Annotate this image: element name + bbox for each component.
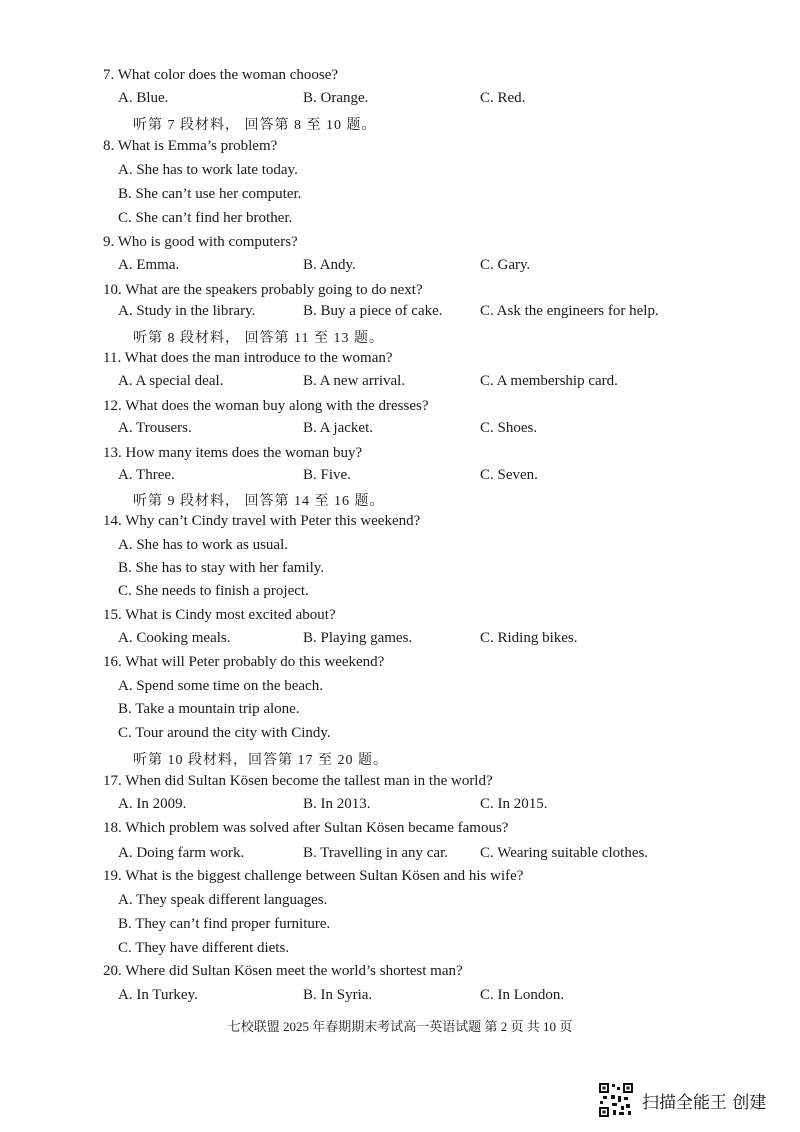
answer-option-a: A. Doing farm work. xyxy=(118,845,245,861)
answer-option-a: A. Blue. xyxy=(118,90,169,106)
answer-option: A. She has to work late today. xyxy=(118,162,298,178)
question-text: 19. What is the biggest challenge between Sultan Kösen and his wife? xyxy=(103,868,524,884)
answer-option: B. She can’t use her computer. xyxy=(118,186,302,202)
qr-code-icon xyxy=(598,1082,634,1118)
section-instruction: 听第 10 段材料，回答第 17 至 20 题。 xyxy=(133,753,388,768)
answer-option-b: B. Andy. xyxy=(303,257,356,273)
question-text: 12. What does the woman buy along with the dresses? xyxy=(103,398,429,414)
answer-option: B. Take a mountain trip alone. xyxy=(118,701,300,717)
section-instruction: 听第 7 段材料， 回答第 8 至 10 题。 xyxy=(133,118,377,133)
answer-option-b: B. In 2013. xyxy=(303,796,371,812)
answer-option-a: A. A special deal. xyxy=(118,373,224,389)
answer-option-c: C. In 2015. xyxy=(480,796,548,812)
page-footer: 七校联盟 2025 年春期期末考试高一英语试题 第 2 页 共 10 页 xyxy=(227,1019,573,1034)
answer-option: C. Tour around the city with Cindy. xyxy=(118,725,331,741)
answer-option-a: A. In 2009. xyxy=(118,796,187,812)
question-text: 17. When did Sultan Kösen become the tallest man in the world? xyxy=(103,773,493,789)
question-text: 20. Where did Sultan Kösen meet the world’s shortest man? xyxy=(103,963,463,979)
answer-option-b: B. Travelling in any car. xyxy=(303,845,448,861)
answer-option-a: A. Emma. xyxy=(118,257,180,273)
answer-option: C. She needs to finish a project. xyxy=(118,583,309,599)
question-text: 14. Why can’t Cindy travel with Peter this weekend? xyxy=(103,513,421,529)
answer-option-c: C. Red. xyxy=(480,90,526,106)
question-text: 13. How many items does the woman buy? xyxy=(103,445,363,461)
answer-option-c: C. A membership card. xyxy=(480,373,618,389)
question-text: 11. What does the man introduce to the woman? xyxy=(103,350,393,366)
question-text: 9. Who is good with computers? xyxy=(103,234,298,250)
answer-option-c: C. Gary. xyxy=(480,257,531,273)
answer-option-a: A. Study in the library. xyxy=(118,303,256,319)
answer-option-c: C. Wearing suitable clothes. xyxy=(480,845,649,861)
answer-option-a: A. Three. xyxy=(118,467,175,483)
question-text: 7. What color does the woman choose? xyxy=(103,67,339,83)
answer-option-c: C. In London. xyxy=(480,987,565,1003)
question-text: 10. What are the speakers probably going to do next? xyxy=(103,282,423,298)
answer-option: C. She can’t find her brother. xyxy=(118,210,293,226)
answer-option-c: C. Shoes. xyxy=(480,420,538,436)
question-text: 15. What is Cindy most excited about? xyxy=(103,607,336,623)
answer-option-c: C. Seven. xyxy=(480,467,538,483)
answer-option: B. They can’t find proper furniture. xyxy=(118,916,331,932)
watermark-text: 扫描全能王 创建 xyxy=(642,1092,767,1113)
answer-option-b: B. Buy a piece of cake. xyxy=(303,303,443,319)
answer-option: B. She has to stay with her family. xyxy=(118,560,325,576)
answer-option: C. They have different diets. xyxy=(118,940,290,956)
answer-option-c: C. Ask the engineers for help. xyxy=(480,303,659,319)
section-instruction: 听第 9 段材料， 回答第 14 至 16 题。 xyxy=(133,494,385,509)
answer-option-a: A. Cooking meals. xyxy=(118,630,231,646)
answer-option-a: A. Trousers. xyxy=(118,420,192,436)
answer-option-b: B. Five. xyxy=(303,467,351,483)
answer-option-b: B. Orange. xyxy=(303,90,369,106)
answer-option-b: B. Playing games. xyxy=(303,630,413,646)
answer-option-b: B. A new arrival. xyxy=(303,373,406,389)
answer-option-b: B. A jacket. xyxy=(303,420,373,436)
answer-option: A. Spend some time on the beach. xyxy=(118,678,323,694)
answer-option-c: C. Riding bikes. xyxy=(480,630,578,646)
answer-option: A. They speak different languages. xyxy=(118,892,328,908)
answer-option-a: A. In Turkey. xyxy=(118,987,198,1003)
question-text: 8. What is Emma’s problem? xyxy=(103,138,278,154)
camscanner-watermark xyxy=(598,1080,766,1120)
section-instruction: 听第 8 段材料， 回答第 11 至 13 题。 xyxy=(133,331,384,346)
question-text: 18. Which problem was solved after Sultan Kösen became famous? xyxy=(103,820,509,836)
answer-option: A. She has to work as usual. xyxy=(118,537,288,553)
answer-option-b: B. In Syria. xyxy=(303,987,373,1003)
question-text: 16. What will Peter probably do this weekend? xyxy=(103,654,385,670)
